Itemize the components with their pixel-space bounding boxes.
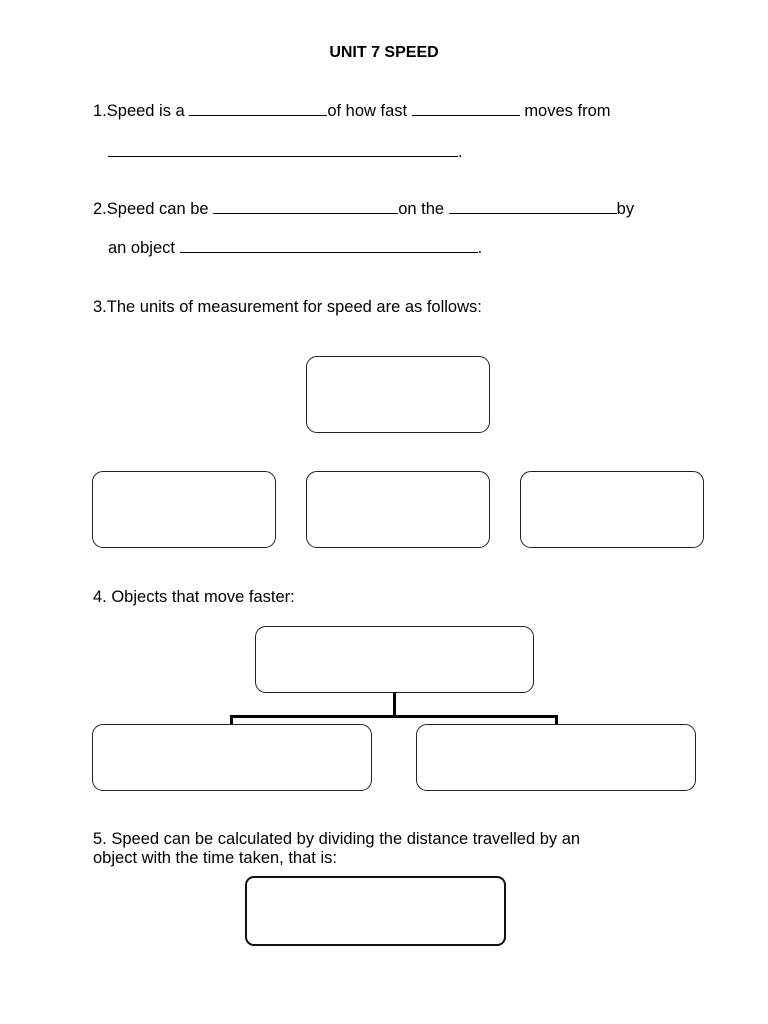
- connector-vertical: [393, 692, 396, 717]
- q2-end: .: [477, 239, 483, 257]
- q2-blank-1[interactable]: [213, 199, 398, 214]
- units-answer-box-left[interactable]: [92, 471, 276, 548]
- units-answer-box-middle[interactable]: [306, 471, 490, 548]
- q2-text-2: on the: [398, 200, 445, 218]
- connector-horizontal: [230, 715, 558, 718]
- question-2-line-1: [93, 199, 634, 219]
- page-title: UNIT 7 SPEED: [329, 44, 439, 61]
- faster-objects-box-top[interactable]: [255, 626, 534, 693]
- q2-blank-3[interactable]: [180, 238, 478, 253]
- q1-end: .: [458, 143, 463, 161]
- question-4-text: 4. Objects that move faster:: [93, 588, 295, 606]
- q1-blank-2[interactable]: [412, 101, 520, 116]
- q2-text-1: 2.Speed can be: [93, 200, 209, 218]
- speed-formula-box[interactable]: [245, 876, 506, 946]
- question-1-line-2: [108, 142, 463, 162]
- faster-objects-box-right[interactable]: [416, 724, 696, 791]
- question-3-text: 3.The units of measurement for speed are as follows:: [93, 298, 482, 316]
- q2-blank-2[interactable]: [449, 199, 617, 214]
- q1-blank-1[interactable]: [189, 101, 327, 116]
- units-answer-box-top[interactable]: [306, 356, 490, 433]
- q1-text-1: 1.Speed is a: [93, 102, 185, 120]
- q1-text-3: moves from: [524, 102, 611, 120]
- q2-text-3: by: [616, 200, 635, 218]
- q5-line-2: object with the time taken, that is:: [93, 849, 337, 867]
- q2-text-4: an object: [108, 239, 175, 257]
- q1-blank-3[interactable]: [108, 142, 458, 157]
- question-2-line-2: [108, 238, 482, 258]
- q1-text-2: of how fast: [327, 102, 408, 120]
- question-1-line-1: [93, 101, 611, 121]
- question-5-text: [93, 830, 653, 868]
- q5-line-1: 5. Speed can be calculated by dividing the distance travelled by an: [93, 830, 581, 848]
- units-answer-box-right[interactable]: [520, 471, 704, 548]
- faster-objects-box-left[interactable]: [92, 724, 372, 791]
